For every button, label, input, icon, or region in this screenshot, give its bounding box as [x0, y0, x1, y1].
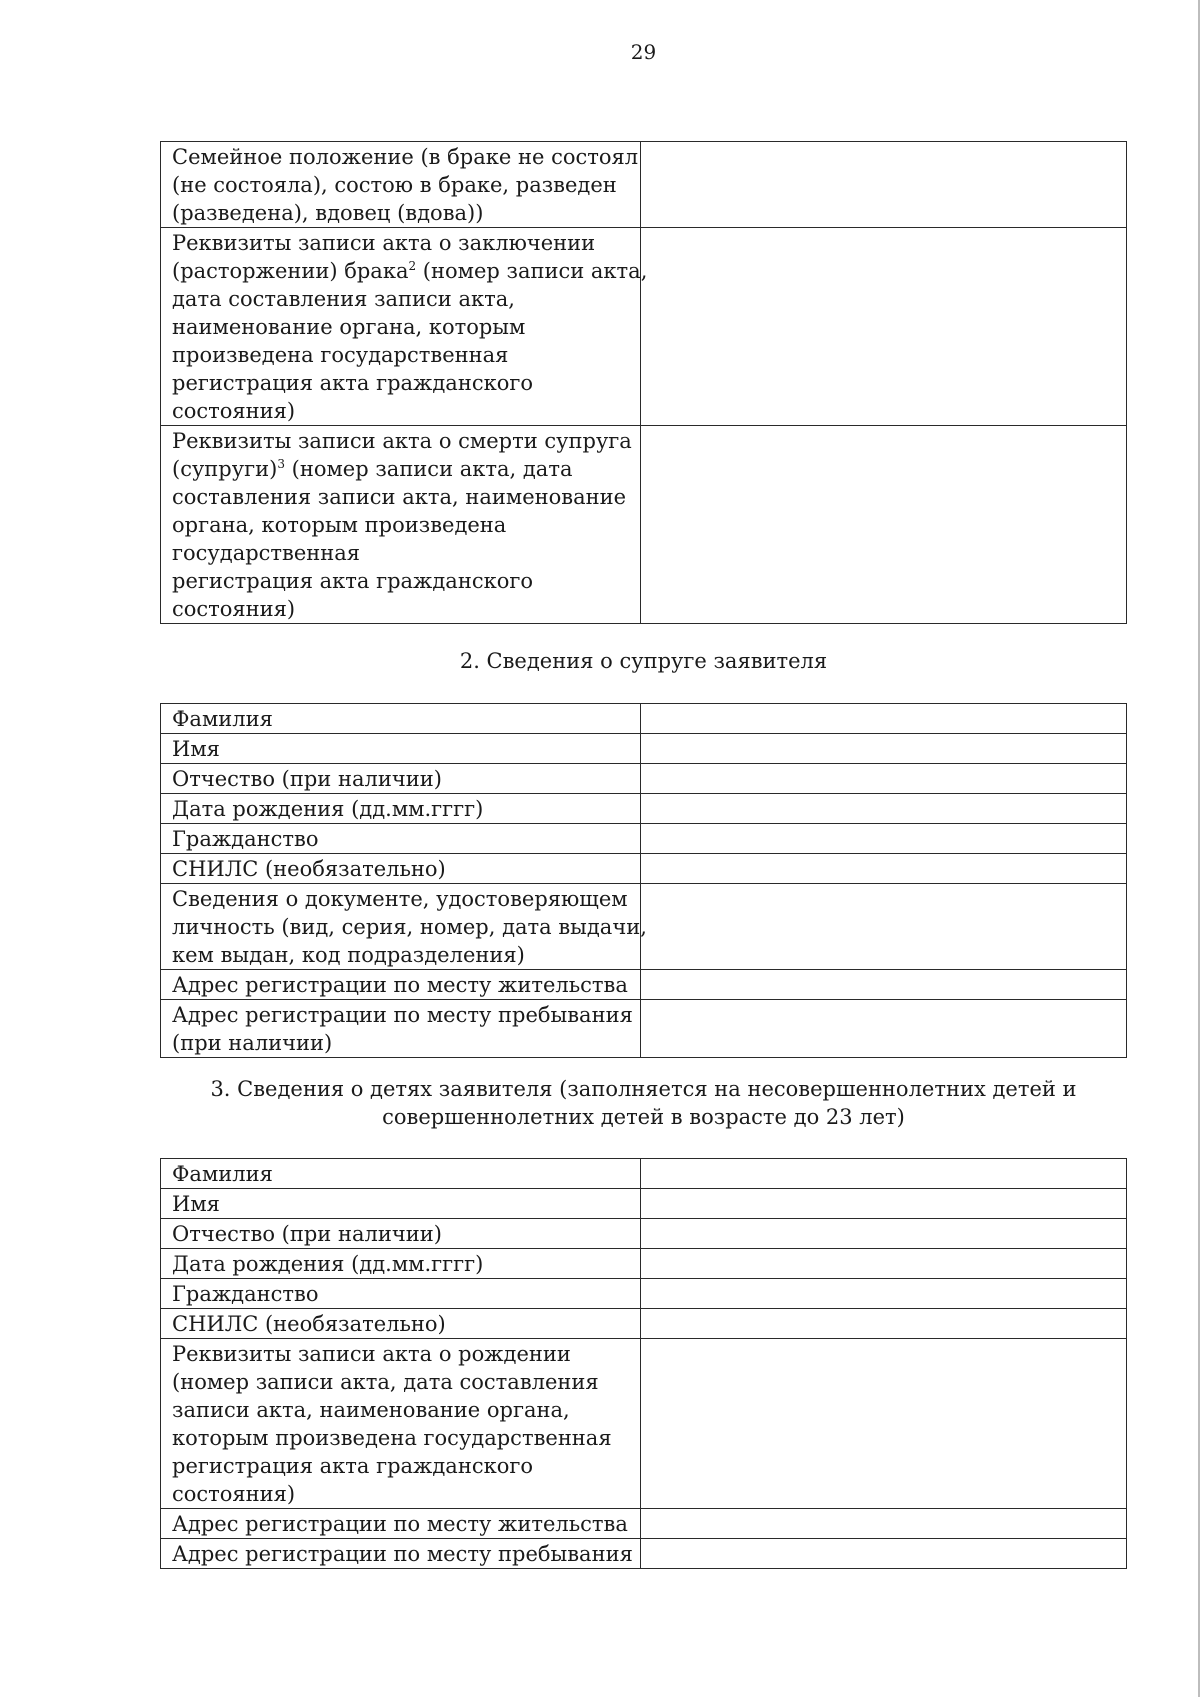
label-line: органа, которым произведена — [172, 513, 507, 537]
table-row — [161, 970, 1127, 1000]
label-fragment: (супруги) — [172, 457, 278, 481]
field-label-citizenship — [161, 824, 641, 854]
label-line — [172, 455, 629, 483]
field-label-surname — [161, 704, 641, 734]
spouse-name-input-cell[interactable] — [641, 734, 1127, 764]
label-line: состояния) — [172, 399, 296, 423]
label-line: Фамилия — [172, 707, 273, 731]
field-label-name — [161, 1189, 641, 1219]
label-line: Адрес регистрации по месту жительства — [172, 1512, 628, 1536]
table-row — [161, 142, 1127, 228]
table-row — [161, 1219, 1127, 1249]
child-citizenship-input-cell[interactable] — [641, 1279, 1127, 1309]
label-line: Дата рождения (дд.мм.гггг) — [172, 1252, 484, 1276]
label-line: составления записи акта, наименование — [172, 485, 627, 509]
label-line: Адрес регистрации по месту пребывания — [172, 1542, 633, 1566]
label-line: СНИЛС (необязательно) — [172, 1312, 446, 1336]
field-label-id-document — [161, 884, 647, 970]
label-line: наименование органа, которым — [172, 315, 526, 339]
label-line: регистрация акта гражданского — [172, 569, 533, 593]
label-line: государственная — [172, 541, 361, 565]
label-line: Гражданство — [172, 1282, 319, 1306]
label-line: Адрес регистрации по месту пребывания — [172, 1003, 633, 1027]
field-label-surname — [161, 1159, 641, 1189]
field-label-marital-status — [161, 142, 641, 228]
child-birth-record-input-cell[interactable] — [641, 1339, 1127, 1509]
spouse-surname-input-cell[interactable] — [641, 704, 1127, 734]
marriage-record-input-cell[interactable] — [641, 228, 1127, 426]
section-title-spouse: 2. Сведения о супруге заявителя — [459, 649, 828, 673]
child-name-input-cell[interactable] — [641, 1189, 1127, 1219]
child-snils-input-cell[interactable] — [641, 1309, 1127, 1339]
spouse-residence-address-input-cell[interactable] — [641, 970, 1127, 1000]
field-label-birth-date — [161, 1249, 641, 1279]
label-line: состояния) — [172, 597, 296, 621]
label-line: регистрация акта гражданского — [172, 371, 533, 395]
label-line: Реквизиты записи акта о рождении — [172, 1342, 571, 1366]
field-label-patronymic — [161, 764, 641, 794]
section-title-line: совершеннолетних детей в возрасте до 23 лет) — [382, 1105, 905, 1129]
table-row — [161, 884, 1127, 970]
table-row — [161, 704, 1127, 734]
page-number: 29 — [630, 40, 657, 64]
child-surname-input-cell[interactable] — [641, 1159, 1127, 1189]
label-line: Имя — [172, 737, 220, 761]
label-line: (номер записи акта, дата составления — [172, 1370, 599, 1394]
label-line: Имя — [172, 1192, 220, 1216]
table-row — [161, 1000, 1127, 1058]
table-row — [161, 1339, 1127, 1509]
table-row — [161, 426, 1127, 624]
spouse-snils-input-cell[interactable] — [641, 854, 1127, 884]
table-row — [161, 228, 1127, 426]
field-label-marriage-record — [161, 228, 648, 426]
death-record-input-cell[interactable] — [641, 426, 1127, 624]
spouse-stay-address-input-cell[interactable] — [641, 1000, 1127, 1058]
table-row — [161, 1309, 1127, 1339]
field-label-name — [161, 734, 641, 764]
footnote-mark: 3 — [277, 457, 285, 471]
label-line: регистрация акта гражданского — [172, 1454, 533, 1478]
child-birth-date-input-cell[interactable] — [641, 1249, 1127, 1279]
field-label-death-record — [161, 426, 641, 624]
spouse-citizenship-input-cell[interactable] — [641, 824, 1127, 854]
field-label-snils — [161, 854, 641, 884]
table-row — [161, 1279, 1127, 1309]
label-line: кем выдан, код подразделения) — [172, 943, 525, 967]
field-label-snils — [161, 1309, 641, 1339]
footnote-mark: 2 — [408, 259, 417, 273]
label-line: Отчество (при наличии) — [172, 767, 442, 791]
label-fragment: (номер записи акта, дата — [284, 457, 573, 481]
label-line: (не состояла), состою в браке, разведен — [172, 173, 617, 197]
table-row — [161, 1539, 1127, 1569]
label-line: произведена государственная — [172, 343, 509, 367]
children-info-table — [160, 1158, 1127, 1569]
marital-status-table — [160, 141, 1127, 624]
label-line: состояния) — [172, 1482, 296, 1506]
spouse-info-table — [160, 703, 1127, 1058]
table-row — [161, 1189, 1127, 1219]
child-patronymic-input-cell[interactable] — [641, 1219, 1127, 1249]
child-stay-address-input-cell[interactable] — [641, 1539, 1127, 1569]
table-row — [161, 734, 1127, 764]
label-line: Отчество (при наличии) — [172, 1222, 442, 1246]
label-line: дата составления записи акта, — [172, 287, 515, 311]
table-row — [161, 1159, 1127, 1189]
field-label-stay-address — [161, 1539, 641, 1569]
field-label-citizenship — [161, 1279, 641, 1309]
label-line: Дата рождения (дд.мм.гггг) — [172, 797, 484, 821]
label-line: Реквизиты записи акта о заключении — [172, 231, 596, 255]
table-row — [161, 794, 1127, 824]
label-line: Гражданство — [172, 827, 319, 851]
field-label-residence-address — [161, 1509, 641, 1539]
child-residence-address-input-cell[interactable] — [641, 1509, 1127, 1539]
table-row — [161, 854, 1127, 884]
label-line: (при наличии) — [172, 1031, 333, 1055]
field-label-birth-date — [161, 794, 641, 824]
label-line: записи акта, наименование органа, — [172, 1398, 570, 1422]
label-line: Семейное положение (в браке не состоял — [172, 145, 639, 169]
label-line: Сведения о документе, удостоверяющем — [172, 887, 628, 911]
label-line: Фамилия — [172, 1162, 273, 1186]
spouse-patronymic-input-cell[interactable] — [641, 764, 1127, 794]
table-row — [161, 1249, 1127, 1279]
field-label-residence-address — [161, 970, 641, 1000]
table-row — [161, 764, 1127, 794]
field-label-stay-address — [161, 1000, 641, 1058]
label-line: (разведена), вдовец (вдова)) — [172, 201, 484, 225]
label-line: СНИЛС (необязательно) — [172, 857, 446, 881]
marital-status-input-cell[interactable] — [641, 142, 1127, 228]
label-line: Реквизиты записи акта о смерти супруга — [172, 429, 632, 453]
field-label-birth-record — [161, 1339, 641, 1509]
spouse-birth-date-input-cell[interactable] — [641, 794, 1127, 824]
label-line: личность (вид, серия, номер, дата выдачи, — [172, 915, 647, 939]
label-fragment: (расторжении) брака — [172, 259, 409, 283]
label-line: Адрес регистрации по месту жительства — [172, 973, 628, 997]
section-title-line: 3. Сведения о детях заявителя (заполняется на несовершеннолетних детей и — [210, 1077, 1077, 1101]
label-line: которым произведена государственная — [172, 1426, 612, 1450]
spouse-id-document-input-cell[interactable] — [641, 884, 1127, 970]
table-row — [161, 1509, 1127, 1539]
field-label-patronymic — [161, 1219, 641, 1249]
label-fragment: (номер записи акта, — [416, 259, 648, 283]
label-line — [172, 257, 648, 285]
table-row — [161, 824, 1127, 854]
section-title-children — [160, 1075, 1127, 1131]
